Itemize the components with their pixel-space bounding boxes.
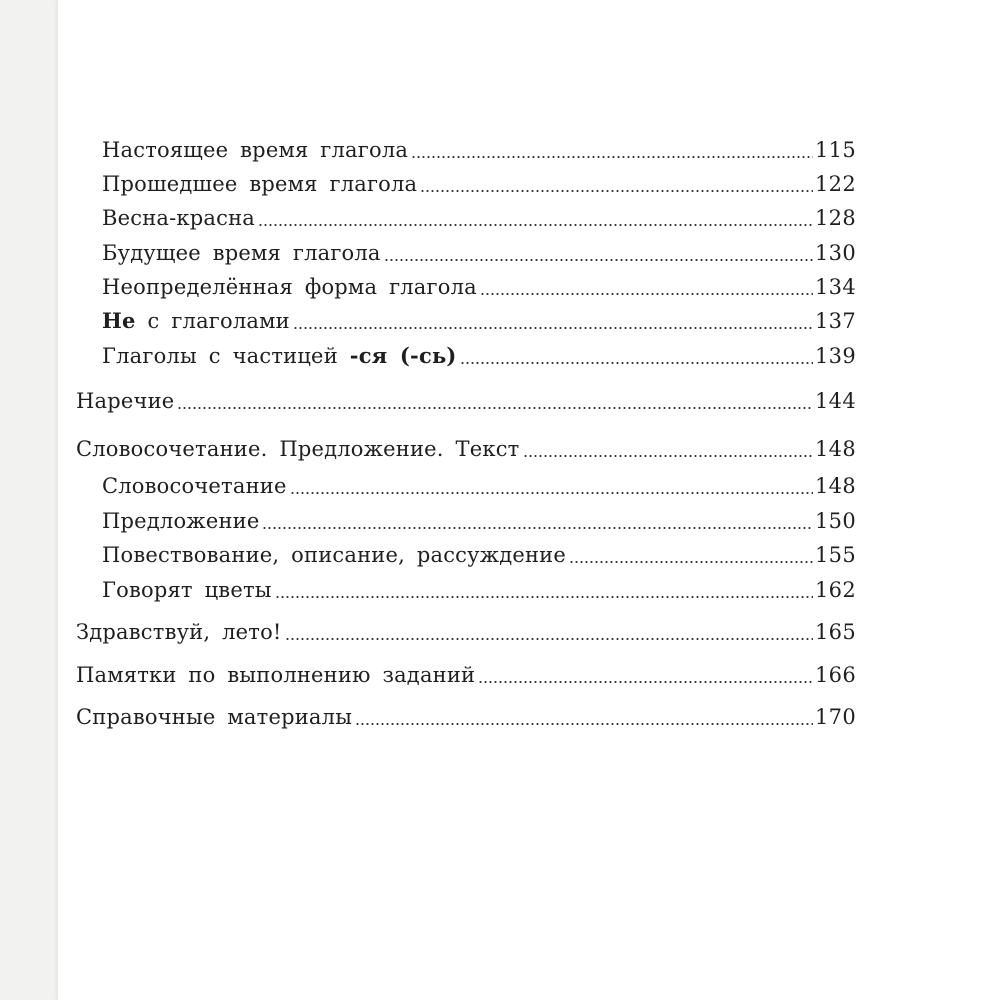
- toc-entry: [102, 340, 856, 372]
- toc-entry-title: Словосочетание: [102, 474, 287, 498]
- toc-entry-page: 162: [815, 578, 856, 602]
- toc-entry: [76, 433, 856, 465]
- toc-entry-title: Наречие: [76, 389, 175, 413]
- toc-entry-page: 155: [815, 543, 856, 567]
- toc-entry-title: Справочные материалы: [76, 705, 353, 729]
- dot-leader: [411, 156, 813, 158]
- toc-entry: [76, 385, 856, 417]
- dot-leader: [290, 492, 813, 494]
- toc-entry-page: 130: [815, 241, 856, 265]
- toc-entry-title: Настоящее время глагола: [102, 138, 409, 162]
- dot-leader: [262, 527, 813, 529]
- toc-entry-page: 165: [815, 620, 856, 644]
- toc-entry: [102, 470, 856, 502]
- toc-entry-page: 128: [815, 206, 856, 230]
- dot-leader: [384, 259, 813, 261]
- toc-entry-title: Повествование, описание, рассуждение: [102, 543, 566, 567]
- dot-leader: [523, 455, 814, 457]
- book-page: [58, 0, 1000, 1000]
- toc-entry-page: 144: [815, 389, 856, 413]
- toc-entry-page: 148: [815, 437, 856, 461]
- toc-entry-title-bold: -ся (-сь): [349, 343, 457, 368]
- toc-entry-title: [102, 305, 290, 337]
- dot-leader: [275, 596, 813, 598]
- toc-entry-title: Предложение: [102, 509, 260, 533]
- toc-entry: [102, 134, 856, 166]
- toc-entry-title: Словосочетание. Предложение. Текст: [76, 437, 520, 461]
- dot-leader: [258, 224, 813, 226]
- toc-entry-title: Говорят цветы: [102, 578, 272, 602]
- toc-entry-page: 166: [815, 663, 856, 687]
- toc-entry-title: Памятки по выполнению заданий: [76, 663, 476, 687]
- dot-leader: [478, 681, 813, 683]
- toc-entry-page: 148: [815, 474, 856, 498]
- toc-entry: [102, 505, 856, 537]
- toc-entry: [102, 202, 856, 234]
- dot-leader: [569, 561, 813, 563]
- toc-entry: [102, 574, 856, 606]
- toc-entry-title: Неопределённая форма глагола: [102, 275, 477, 299]
- toc-entry: [76, 659, 856, 691]
- toc-entry-title-bold: Не: [102, 308, 136, 333]
- toc-entry-title: Будущее время глагола: [102, 241, 381, 265]
- dot-leader: [420, 190, 813, 192]
- dot-leader: [177, 407, 813, 409]
- toc-entry-page: 170: [815, 705, 856, 729]
- dot-leader: [293, 327, 813, 329]
- toc-entry-page: 150: [815, 509, 856, 533]
- toc-entry-title-rest: с глаголами: [147, 309, 290, 333]
- toc-entry: [102, 305, 856, 337]
- toc-entry-page: 115: [815, 138, 856, 162]
- toc-entry-page: 139: [815, 344, 856, 368]
- toc-entry-title-plain: Глаголы с частицей: [102, 344, 338, 368]
- toc-entry: [76, 701, 856, 733]
- toc-entry-title: Весна-красна: [102, 206, 255, 230]
- dot-leader: [285, 638, 813, 640]
- toc-entry-title: [102, 340, 457, 372]
- dot-leader: [480, 293, 813, 295]
- toc-entry-title: Здравствуй, лето!: [76, 620, 282, 644]
- toc-entry: [102, 271, 856, 303]
- toc-entry-page: 134: [815, 275, 856, 299]
- dot-leader: [460, 362, 813, 364]
- toc-entry: [102, 237, 856, 269]
- toc-entry-title: Прошедшее время глагола: [102, 172, 418, 196]
- toc-entry-page: 137: [815, 309, 856, 333]
- dot-leader: [355, 723, 813, 725]
- toc-entry: [76, 616, 856, 648]
- toc-entry-page: 122: [815, 172, 856, 196]
- toc-entry: [102, 168, 856, 200]
- toc-entry: [102, 539, 856, 571]
